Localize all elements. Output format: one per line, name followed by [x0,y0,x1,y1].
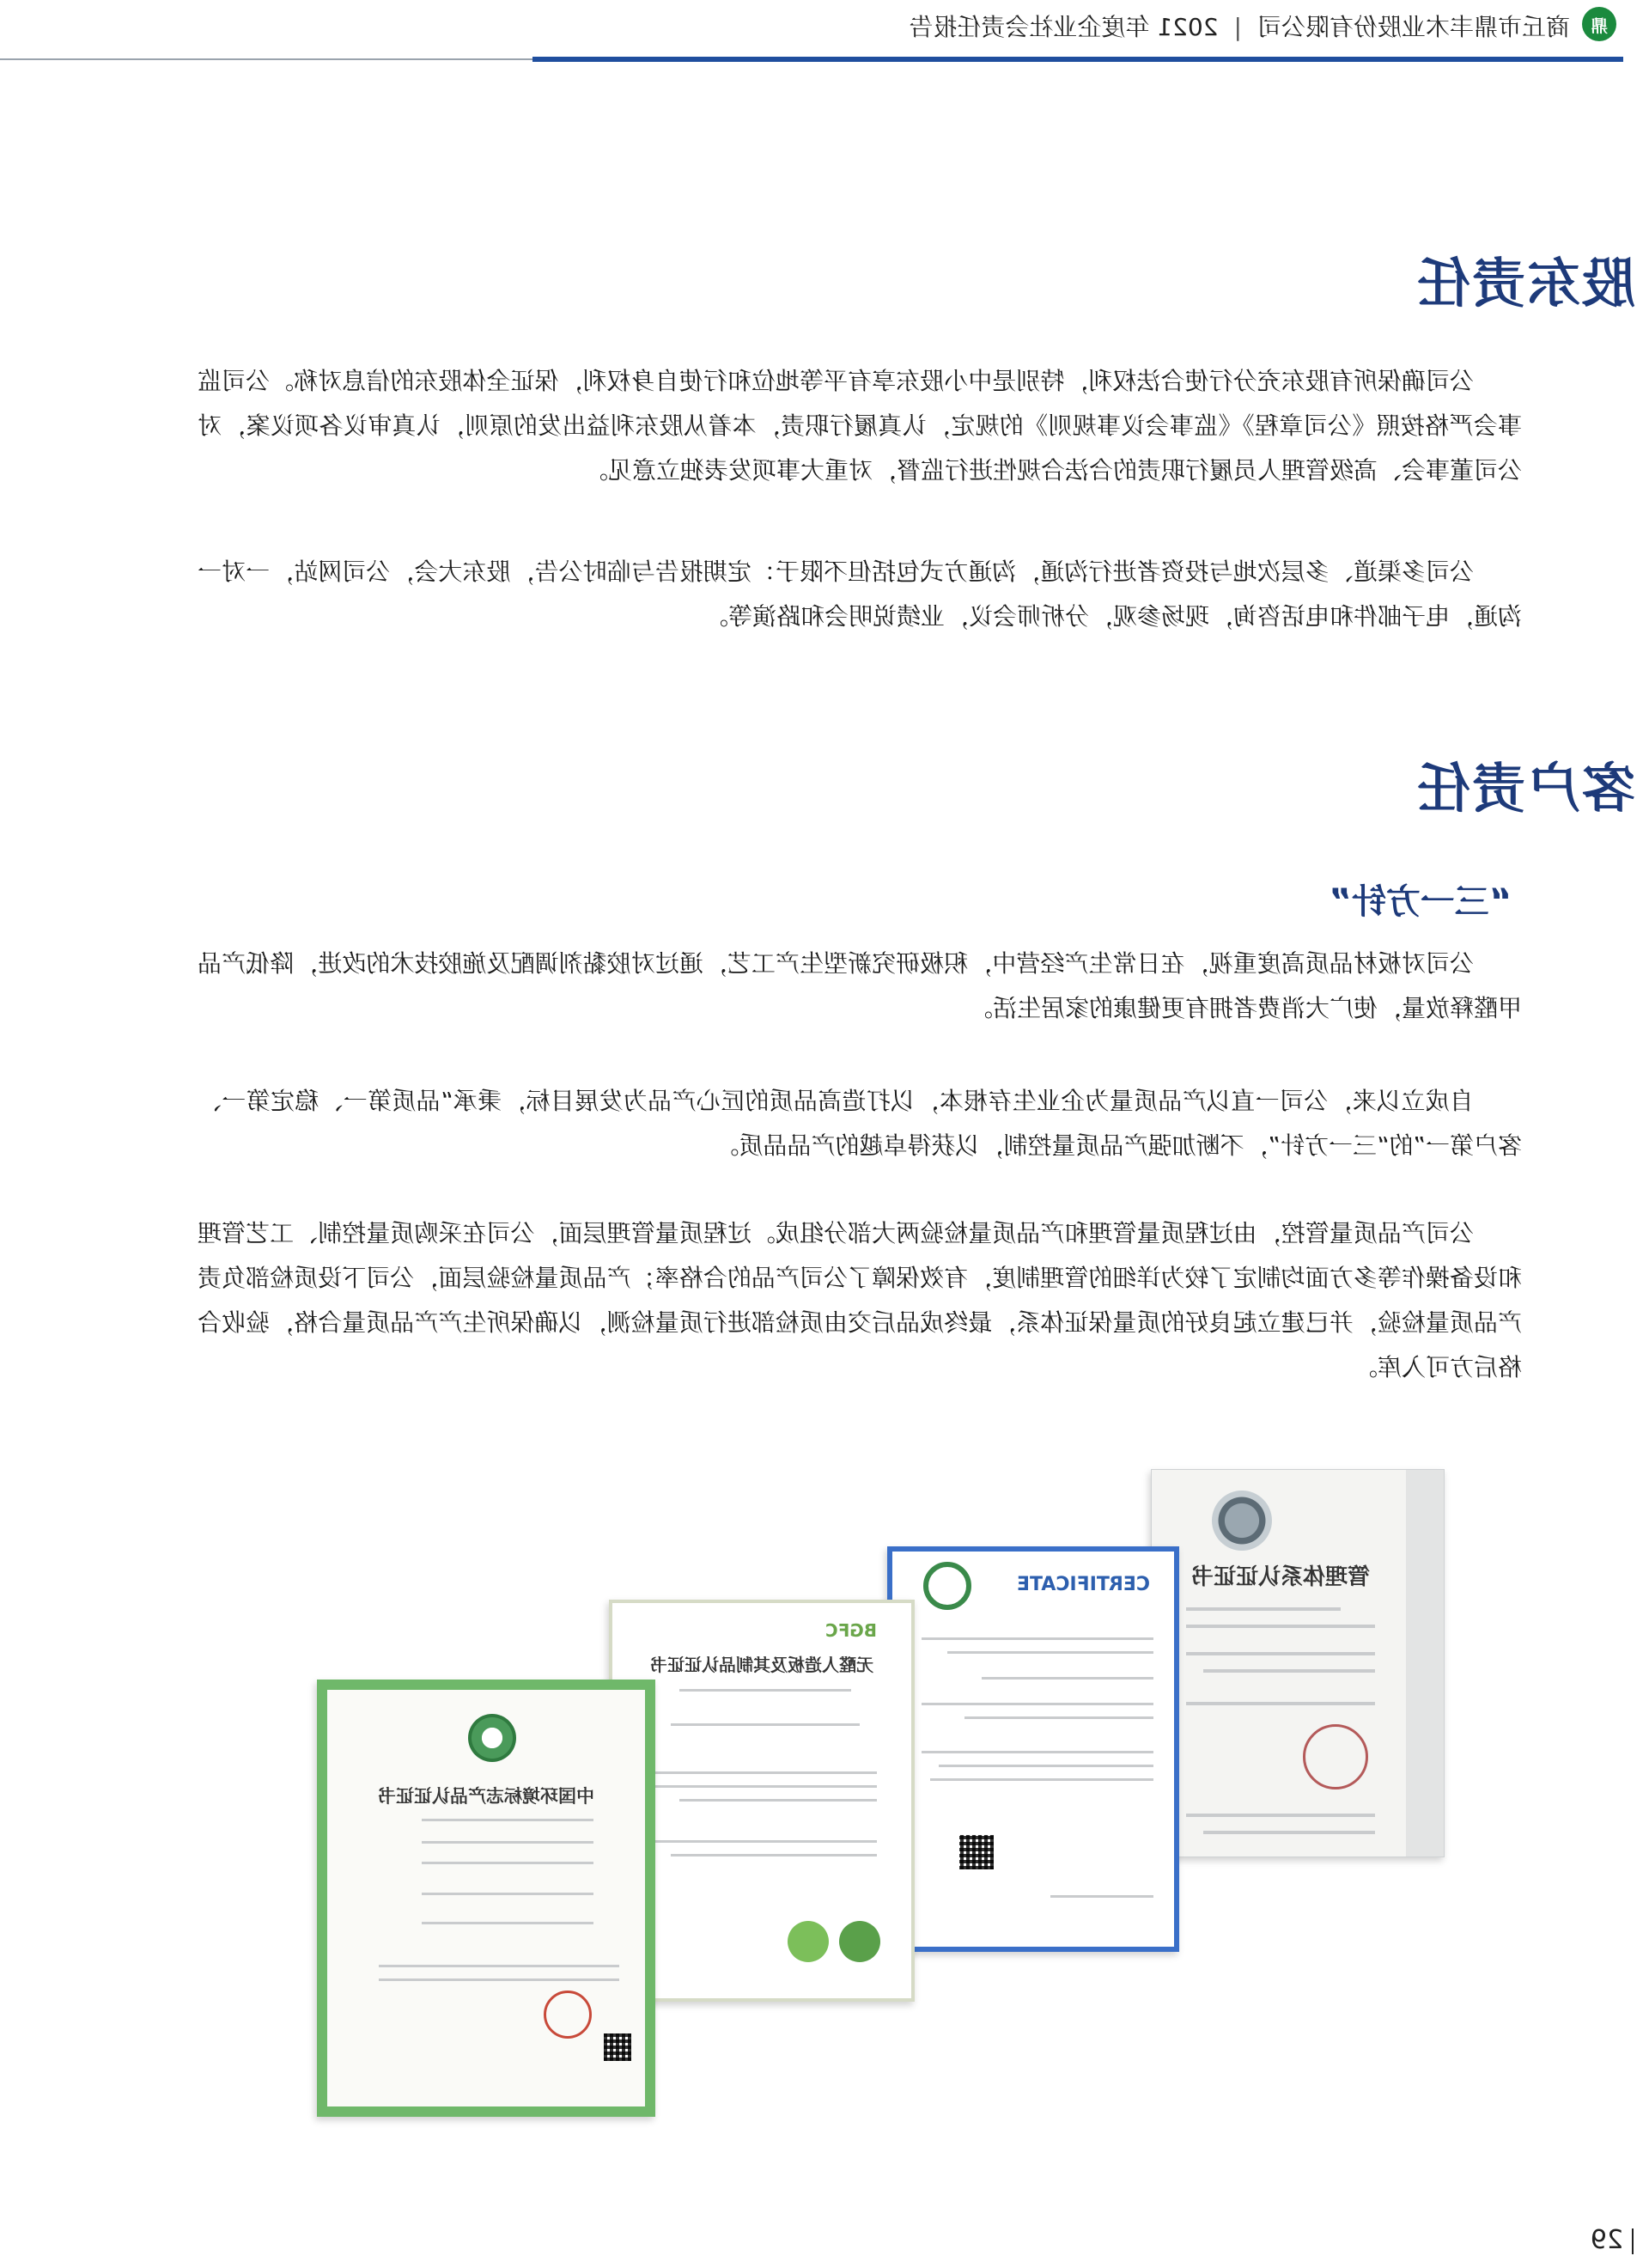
certificate-title: 中国环境标志产品认证证书 [378,1786,594,1807]
page-number [1591,2225,1634,2255]
certification-seal-icon [1212,1491,1272,1551]
red-stamp-icon [1303,1724,1368,1789]
company-name: 商丘市鼎丰木业股份有限公司 [1257,13,1570,41]
certificate-management-system [1151,1469,1445,1857]
customer-paragraph-2: 自成立以来，公司一直以产品质量为企业生存根本，以打造高品质的匠心产品为发展目标，秉承“品质第一、稳定第一、客户第一”的“三一方针”，不断加强产品质量控制，以获得卓越的产品品质。 [198,1087,1522,1160]
shareholder-paragraph-1: 公司确保所有股东充分行使合法权利，特别是中小股东享有平等地位和行使自身权利，保证全体股东的信息对称。公司监事会严格按照《公司章程》《监事会议事规则》的规定，认真履行职责，本着从股东利益出发的原则，认真审议各项议案，对公司董事会、高级管理人员履行职责的合法合规性进行监督，对重大事项发表独立意见。 [198,367,1522,485]
report-title: 2021 年度企业社会责任报告 [909,13,1219,41]
certificate-side-stripe [1406,1470,1444,1856]
green-seal-icon [788,1921,829,1962]
certificate-environmental-label [317,1680,655,2117]
page-header [0,0,1649,69]
header-title [909,9,1570,43]
qr-code-icon [959,1835,994,1869]
customer-paragraph-3: 公司产品质量管控，由过程质量管理和产品质量检验两大部分组成。过程质量管理层面，公司在采购质量控制、工艺管理和设备操作等多方面均制定了较为详细的管理制度，有效保障了公司产品的合格率；产品质量检验层面，公司下设质检部负责产品质量检验，并已建立起良好的质量保证体系，最终成品后交由质检部进行质量检测，以确保所生产产品质量合格，验收合格后方可入库。 [198,1219,1522,1381]
certificate-title: 无醛人造板及其制品认证证书 [650,1655,873,1675]
header-separator: | [1233,13,1242,41]
company-logo-icon: 鼎 [1582,7,1616,41]
certificate-ctt [887,1546,1179,1952]
section-title-customer: 客户责任 [1415,757,1635,820]
section-title-shareholder: 股东责任 [1415,252,1635,314]
header-rule [532,57,1623,62]
green-seal-icon [839,1921,880,1962]
page-number-value: 29 [1590,2225,1623,2255]
qr-code-icon [604,2033,631,2061]
certificate-title: CERTIFICATE [1016,1574,1150,1595]
certificate-title: 管理体系认证证书 [1191,1564,1371,1590]
shareholder-paragraph-2: 公司多渠道、多层次地与投资者进行沟通，沟通方式包括但不限于：定期报告与临时公告，股东大会，公司网站，一对一沟通，电子邮件和电话咨询，现场参观，分析师会议，业绩说明会和路演等。 [198,558,1522,631]
header-rule-thin [0,58,532,60]
subsection-title: “三一方针” [1329,882,1512,922]
red-stamp-icon [544,1991,592,2039]
bgfc-logo-icon: BGFC [825,1620,877,1641]
page-number-divider [1632,2228,1634,2254]
customer-paragraph-1: 公司对板材品质高度重视，在日常生产经营中，积极研究新型生产工艺，通过对胶黏剂调配及施胶技术的改进，降低产品甲醛释放量，使广大消费者拥有更健康的家居生活。 [198,949,1522,1022]
environmental-logo-icon [468,1714,516,1762]
